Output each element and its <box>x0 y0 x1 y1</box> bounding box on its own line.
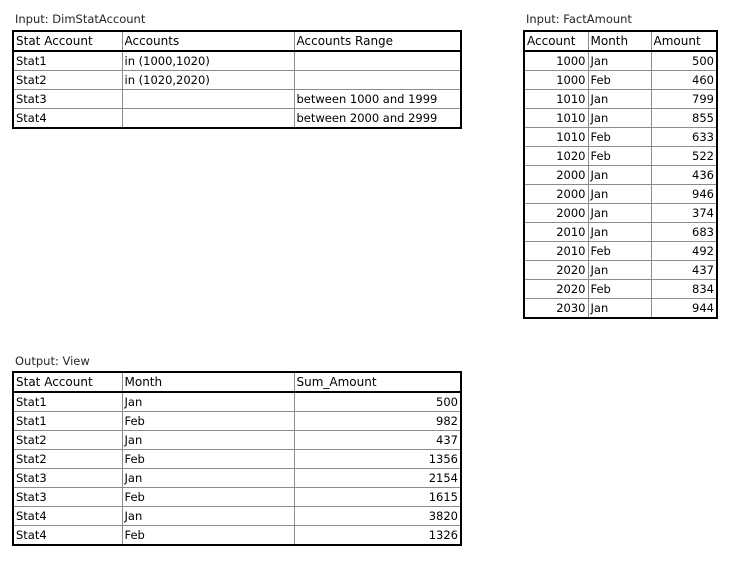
table-row <box>13 469 461 488</box>
table-row <box>524 204 717 223</box>
column-header: Stat Account <box>13 31 122 51</box>
table-row <box>524 109 717 128</box>
table-cell: Feb <box>588 71 651 90</box>
table-cell: 437 <box>294 431 461 450</box>
table-cell: between 1000 and 1999 <box>294 90 461 109</box>
table-cell: 1326 <box>294 526 461 546</box>
table-cell: 799 <box>651 90 717 109</box>
table-cell: Feb <box>122 412 294 431</box>
table-cell: 1356 <box>294 450 461 469</box>
table-cell: Feb <box>588 128 651 147</box>
table-cell: 2020 <box>524 280 588 299</box>
table-cell: 2000 <box>524 204 588 223</box>
table-cell: 1010 <box>524 128 588 147</box>
table-cell: 500 <box>294 392 461 412</box>
table-cell: in (1020,2020) <box>122 71 294 90</box>
table-cell: Jan <box>122 392 294 412</box>
table-cell: Feb <box>588 242 651 261</box>
table-cell: Stat2 <box>13 71 122 90</box>
table-cell: 3820 <box>294 507 461 526</box>
table-cell: Jan <box>588 261 651 280</box>
table-cell: 2030 <box>524 299 588 319</box>
table-row <box>524 223 717 242</box>
column-header: Month <box>588 31 651 51</box>
table-cell: 982 <box>294 412 461 431</box>
table-row <box>13 392 461 412</box>
table-cell: 2010 <box>524 223 588 242</box>
table-cell: 460 <box>651 71 717 90</box>
table-row <box>13 109 461 129</box>
table-cell: 437 <box>651 261 717 280</box>
column-header: Accounts <box>122 31 294 51</box>
table-cell: 374 <box>651 204 717 223</box>
table-cell: in (1000,1020) <box>122 51 294 71</box>
table-cell <box>122 90 294 109</box>
column-header: Account <box>524 31 588 51</box>
column-header: Accounts Range <box>294 31 461 51</box>
header-row <box>524 31 717 51</box>
table-cell: 946 <box>651 185 717 204</box>
table-row <box>524 185 717 204</box>
table-row <box>524 261 717 280</box>
table-cell: 944 <box>651 299 717 319</box>
table-cell: 1615 <box>294 488 461 507</box>
fact-caption: Input: FactAmount <box>526 12 632 26</box>
table-row <box>13 90 461 109</box>
table-row <box>524 147 717 166</box>
table-cell: Jan <box>122 507 294 526</box>
table-cell: 2010 <box>524 242 588 261</box>
dim-stat-account-table <box>12 30 462 129</box>
table-row <box>524 280 717 299</box>
dim-caption: Input: DimStatAccount <box>15 12 146 26</box>
table-cell: 1010 <box>524 109 588 128</box>
table-cell: Feb <box>588 147 651 166</box>
column-header: Amount <box>651 31 717 51</box>
table-cell: Jan <box>588 299 651 319</box>
table-cell: Stat4 <box>13 507 122 526</box>
table-cell: between 2000 and 2999 <box>294 109 461 129</box>
table-cell: Jan <box>588 166 651 185</box>
table-row <box>13 51 461 71</box>
table-row <box>524 71 717 90</box>
table-row <box>524 128 717 147</box>
table-cell: 436 <box>651 166 717 185</box>
table-cell <box>294 51 461 71</box>
table-row <box>13 507 461 526</box>
output-caption: Output: View <box>15 354 90 368</box>
table-cell: Stat4 <box>13 109 122 129</box>
table-row <box>13 526 461 546</box>
table-row <box>524 51 717 71</box>
table-row <box>524 242 717 261</box>
table-cell: Stat1 <box>13 392 122 412</box>
output-view-table <box>12 371 462 546</box>
column-header: Stat Account <box>13 372 122 392</box>
header-row <box>13 372 461 392</box>
table-cell: Jan <box>122 469 294 488</box>
table-row <box>524 299 717 319</box>
column-header: Month <box>122 372 294 392</box>
table-cell: 492 <box>651 242 717 261</box>
table-cell: Jan <box>588 51 651 71</box>
table-row <box>13 431 461 450</box>
table-cell: 2154 <box>294 469 461 488</box>
table-cell: 633 <box>651 128 717 147</box>
table-row <box>13 488 461 507</box>
table-cell: Stat4 <box>13 526 122 546</box>
table-row <box>524 90 717 109</box>
table-row <box>13 71 461 90</box>
table-cell: 834 <box>651 280 717 299</box>
column-header: Sum_Amount <box>294 372 461 392</box>
table-cell: Stat3 <box>13 90 122 109</box>
table-cell: Stat2 <box>13 450 122 469</box>
table-cell: Stat3 <box>13 488 122 507</box>
table-cell: Feb <box>122 488 294 507</box>
table-cell: 2000 <box>524 185 588 204</box>
table-row <box>13 450 461 469</box>
table-cell <box>122 109 294 129</box>
table-cell: Feb <box>122 450 294 469</box>
table-cell: Stat2 <box>13 431 122 450</box>
table-cell: 2000 <box>524 166 588 185</box>
header-row <box>13 31 461 51</box>
table-cell: Jan <box>588 109 651 128</box>
table-cell: 1000 <box>524 51 588 71</box>
table-cell: 500 <box>651 51 717 71</box>
table-cell: Jan <box>588 185 651 204</box>
fact-amount-table <box>523 30 718 319</box>
table-cell: Stat1 <box>13 51 122 71</box>
table-cell: Stat3 <box>13 469 122 488</box>
table-row <box>13 412 461 431</box>
table-cell: 1000 <box>524 71 588 90</box>
table-cell: Feb <box>588 280 651 299</box>
table-cell: 2020 <box>524 261 588 280</box>
table-row <box>524 166 717 185</box>
table-cell: 522 <box>651 147 717 166</box>
table-cell: 1010 <box>524 90 588 109</box>
table-cell: 855 <box>651 109 717 128</box>
table-cell: 683 <box>651 223 717 242</box>
table-cell: Feb <box>122 526 294 546</box>
table-cell: Stat1 <box>13 412 122 431</box>
table-cell <box>294 71 461 90</box>
table-cell: 1020 <box>524 147 588 166</box>
table-cell: Jan <box>122 431 294 450</box>
table-cell: Jan <box>588 204 651 223</box>
table-cell: Jan <box>588 90 651 109</box>
table-cell: Jan <box>588 223 651 242</box>
